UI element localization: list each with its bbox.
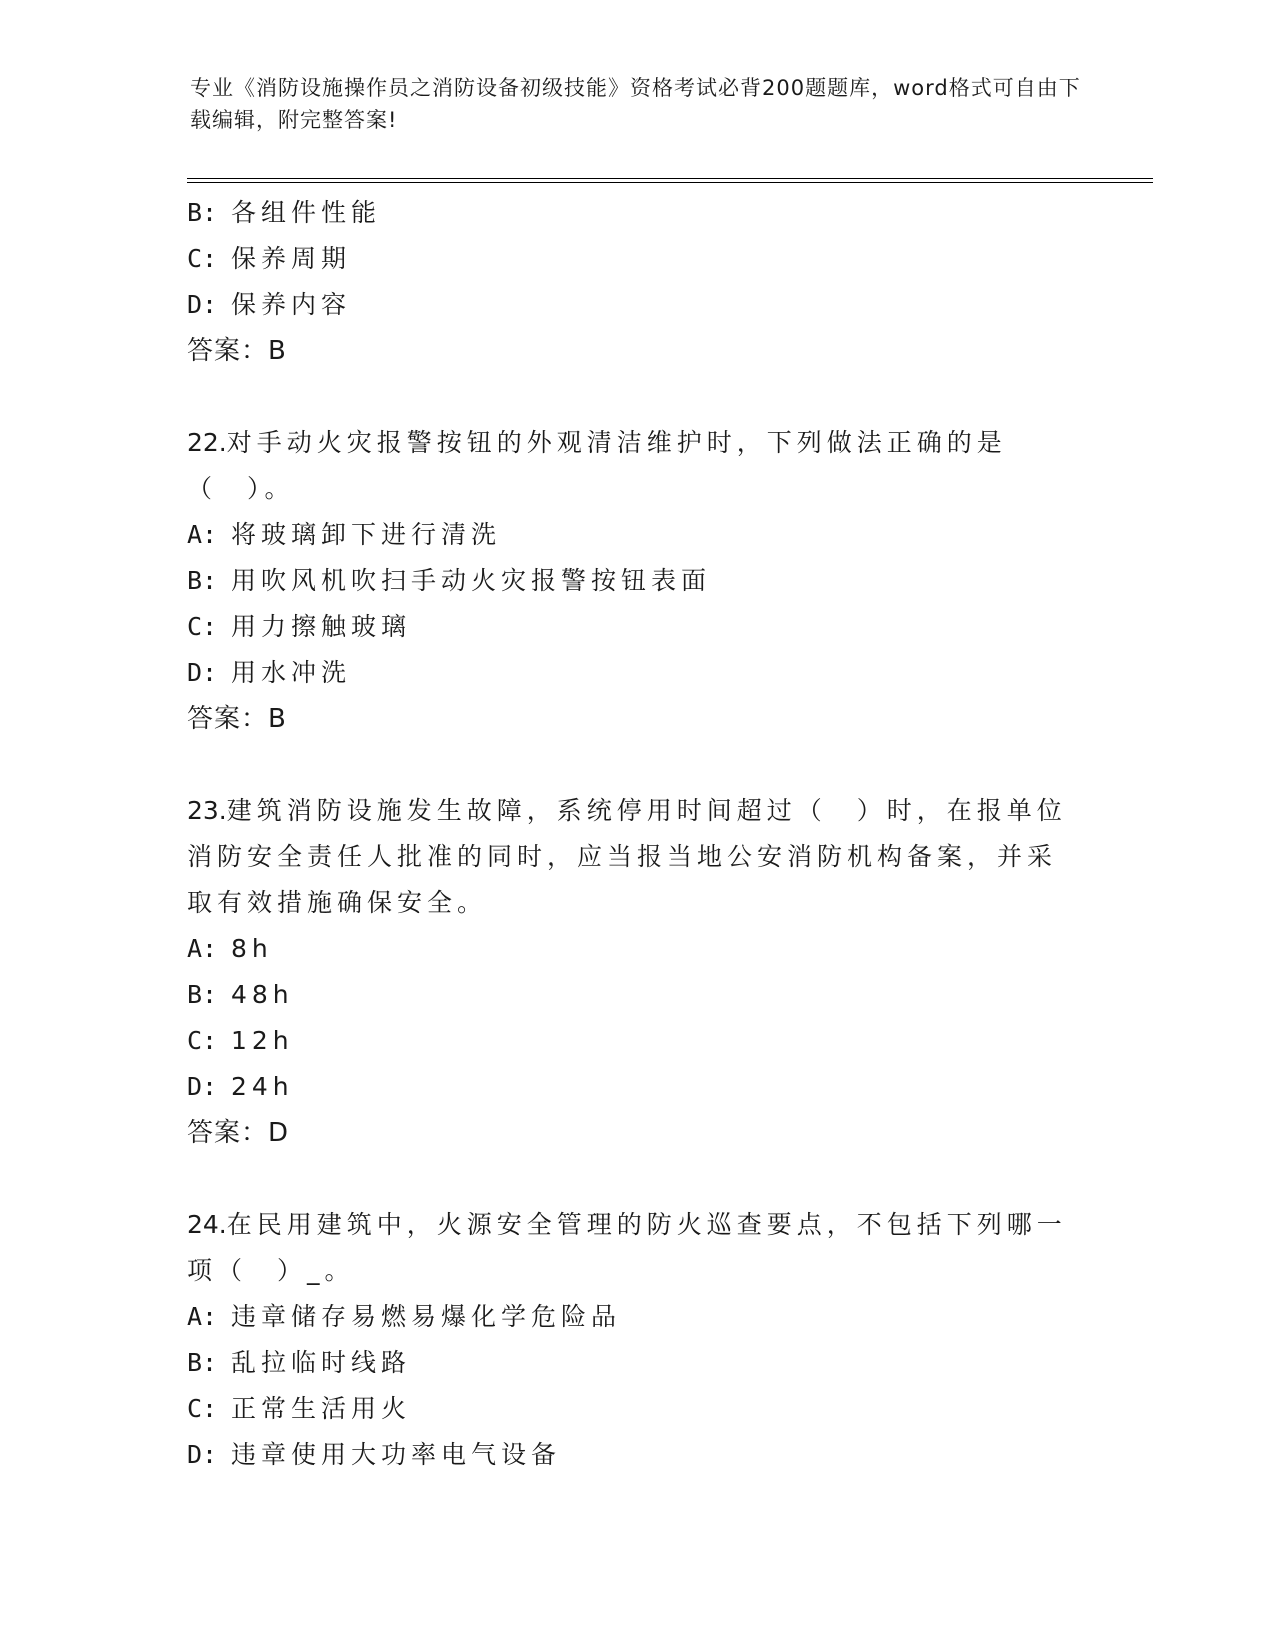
question-stem: 24.在民用建筑中，火源安全管理的防火巡查要点，不包括下列哪一项（ ）_。 [187, 1210, 1067, 1285]
option-a: A: 将玻璃卸下进行清洗 [187, 520, 502, 549]
option-c: C: 12h [187, 1026, 294, 1055]
answer-line: 答案：B [187, 336, 287, 366]
question-list [187, 190, 1087, 1478]
question-24 [187, 1202, 1087, 1478]
option-d: D: 保养内容 [187, 290, 352, 319]
option-a: A: 违章储存易燃易爆化学危险品 [187, 1302, 622, 1331]
option-a: A: 8h [187, 934, 273, 963]
question-stem: 23.建筑消防设施发生故障，系统停用时间超过（ ）时，在报单位消防安全责任人批准的同时，应当报当地公安消防机构备案，并采取有效措施确保安全。 [187, 796, 1067, 917]
question-stem: 22.对手动火灾报警按钮的外观清洁维护时，下列做法正确的是（ ）。 [187, 428, 1007, 503]
option-d: D: 违章使用大功率电气设备 [187, 1440, 562, 1469]
option-d: D: 用水冲洗 [187, 658, 352, 687]
option-b: B: 48h [187, 980, 294, 1009]
answer-line: 答案：B [187, 704, 287, 734]
header-rule-bottom [187, 182, 1153, 183]
option-c: C: 正常生活用火 [187, 1394, 412, 1423]
option-d: D: 24h [187, 1072, 294, 1101]
question-22 [187, 420, 1087, 742]
question-23 [187, 788, 1087, 1156]
option-c: C: 用力擦触玻璃 [187, 612, 412, 641]
document-header: 专业《消防设施操作员之消防设备初级技能》资格考试必背200题题库，word格式可自由下载编辑，附完整答案! [190, 76, 1081, 132]
header-rule-top [187, 178, 1153, 179]
option-b: B: 乱拉临时线路 [187, 1348, 412, 1377]
option-b: B: 用吹风机吹扫手动火灾报警按钮表面 [187, 566, 712, 595]
option-b: B: 各组件性能 [187, 198, 382, 227]
prev-question-options [187, 190, 1087, 328]
answer-line: 答案：D [187, 1118, 290, 1148]
option-c: C: 保养周期 [187, 244, 352, 273]
